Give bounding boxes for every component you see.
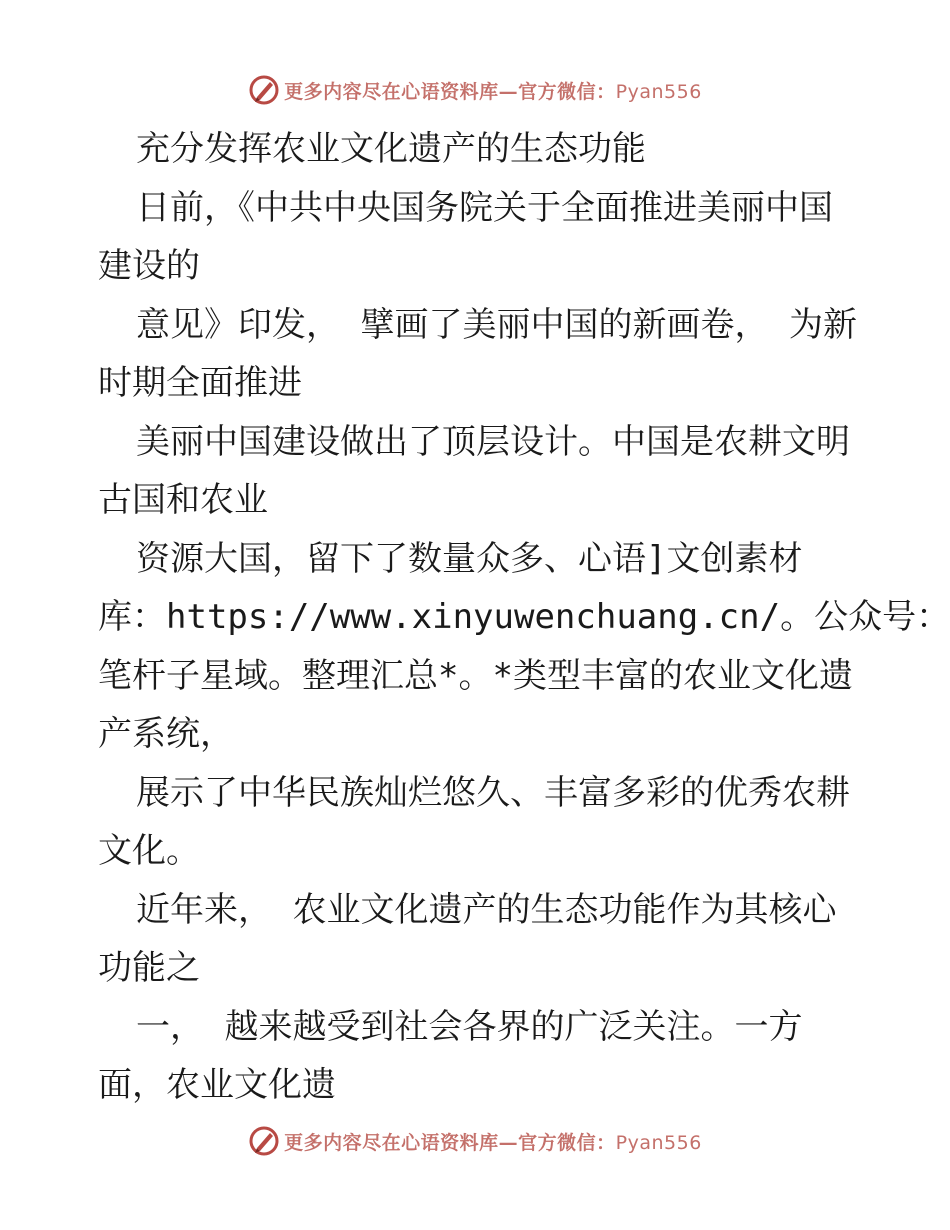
text-line: 时期全面推进 bbox=[98, 363, 302, 403]
text-line: 库：https://www.xinyuwenchuang.cn/。公众号： bbox=[98, 597, 950, 637]
text-line: 展示了中华民族灿烂悠久、丰富多彩的优秀农耕 bbox=[136, 772, 850, 813]
footer-watermark-text: 更多内容尽在心语资料库—官方微信：Pyan556 bbox=[284, 1131, 702, 1154]
text-line: 功能之 bbox=[98, 948, 200, 988]
footer-watermark bbox=[0, 1121, 950, 1161]
text-line: 产系统， bbox=[98, 714, 234, 754]
text-line: 美丽中国建设做出了顶层设计。中国是农耕文明 bbox=[136, 421, 850, 462]
header-watermark bbox=[0, 70, 950, 110]
text-line: 古国和农业 bbox=[98, 480, 268, 520]
text-line: 日前，《中共中央国务院关于全面推进美丽中国 bbox=[136, 187, 833, 228]
text-line: 一， 越来越受到社会各界的广泛关注。一方 bbox=[136, 1006, 803, 1047]
text-line: 建设的 bbox=[98, 246, 200, 286]
document-title: 充分发挥农业文化遗产的生态功能 bbox=[136, 129, 646, 169]
document-body bbox=[98, 120, 950, 1115]
text-line: 近年来， 农业文化遗产的生态功能作为其核心 bbox=[136, 889, 837, 930]
text-line: 笔杆子星域。整理汇总*。*类型丰富的农业文化遗 bbox=[98, 655, 853, 696]
text-line: 面，农业文化遗 bbox=[98, 1065, 336, 1105]
text-line: 文化。 bbox=[98, 831, 200, 871]
pen-logo-icon bbox=[248, 74, 280, 106]
pen-logo-icon bbox=[248, 1125, 280, 1157]
text-line: 意见》印发， 擘画了美丽中国的新画卷， 为新 bbox=[136, 304, 857, 345]
header-watermark-text: 更多内容尽在心语资料库—官方微信：Pyan556 bbox=[284, 80, 702, 103]
text-line: 资源大国，留下了数量众多、心语]文创素材 bbox=[136, 538, 803, 579]
